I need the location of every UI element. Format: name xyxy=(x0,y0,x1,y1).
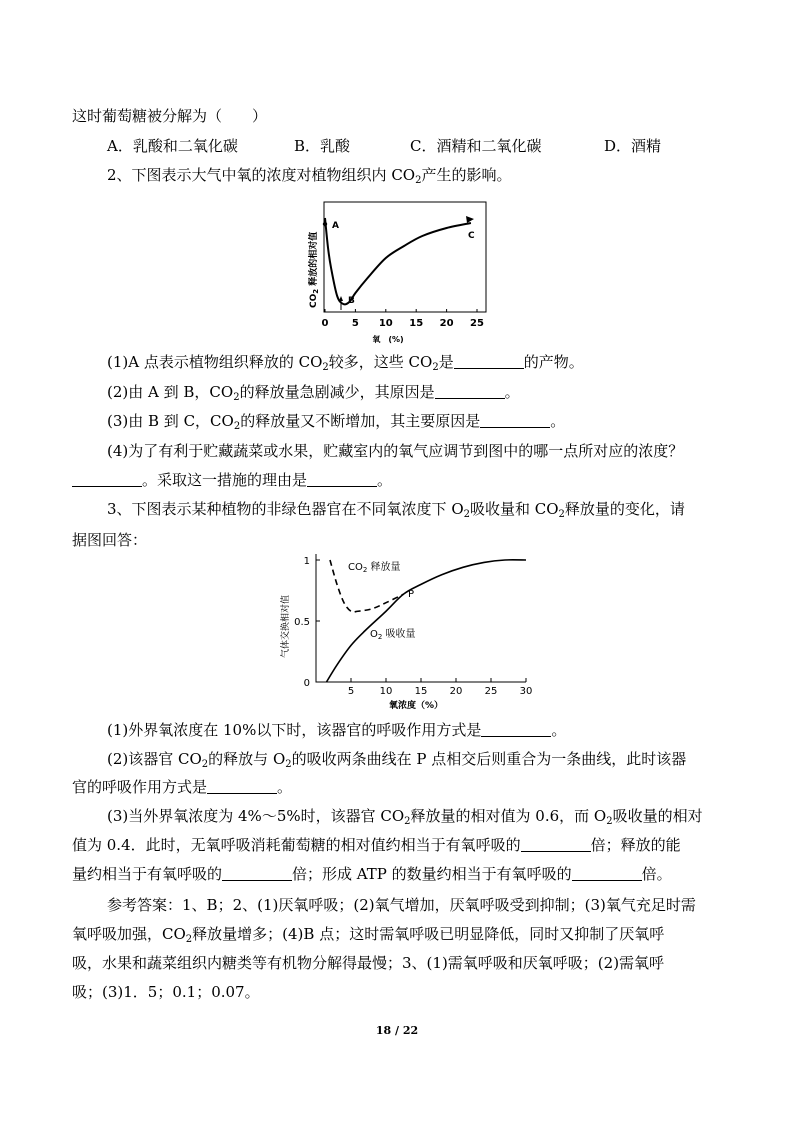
answer-blank[interactable] xyxy=(72,472,142,487)
chart2-y-tick-label: 0 xyxy=(303,678,310,689)
answer-blank[interactable] xyxy=(207,779,277,794)
chart1-arrow-c xyxy=(466,216,474,223)
chart1-x-tick-label: 25 xyxy=(470,318,484,329)
chart1-point-a xyxy=(323,222,327,226)
chart1-label-b: B xyxy=(348,296,355,306)
chart2-co2-label: $CO_2$ 释放量 xyxy=(348,562,401,574)
chart2-ylabel: 气体交换相对值 xyxy=(281,594,291,658)
chart2-x-tick-label: 20 xyxy=(449,686,463,697)
answer-blank[interactable] xyxy=(521,837,591,852)
answer-blank[interactable] xyxy=(435,384,505,399)
q2-sub2: (2)由 A 到 B，$CO_2$的释放量急剧减少，其原因是 。 xyxy=(107,383,520,403)
answer-blank[interactable] xyxy=(572,866,642,881)
chart2-x-tick-label: 5 xyxy=(347,686,355,697)
chart2-xlabel: 氧浓度（%） xyxy=(388,701,444,711)
q1-option-a: A．乳酸和二氧化碳 xyxy=(107,137,238,155)
q2-sub3: (3)由 B 到 C，$CO_2$的释放量又不断增加，其主要原因是 。 xyxy=(107,412,566,432)
chart2-o2-label: $O_2$ 吸收量 xyxy=(370,629,416,641)
chart2-o2-curve xyxy=(327,560,527,682)
chart1-x-tick-label: 20 xyxy=(439,318,454,329)
answers-line4: 吸；(3)1．5；0.1；0.07。 xyxy=(72,983,260,1001)
answer-blank[interactable] xyxy=(222,866,292,881)
chart2-x-tick-label: 15 xyxy=(414,686,428,697)
q3-sub2-line2: 官的呼吸作用方式是 。 xyxy=(72,778,293,796)
answer-blank[interactable] xyxy=(454,354,524,369)
chart1-x-tick-label: 10 xyxy=(378,318,393,329)
q3-sub3-line1: (3)当外界氧浓度为 4%～5%时，该器官 $CO_2$释放量的相对值为 0.6，而 $O_2$吸收量的相对 xyxy=(107,807,703,827)
chart2-x-tick-label: 10 xyxy=(379,686,393,697)
q3-sub1: (1)外界氧浓度在 10%以下时，该器官的呼吸作用方式是 。 xyxy=(107,721,567,739)
q2-sub4-line1: (4)为了有利于贮藏蔬菜或水果，贮藏室内的氧气应调节到图中的哪一点所对应的浓度？ xyxy=(107,442,684,460)
q1-stem-end: 这时葡萄糖被分解为（ ） xyxy=(72,107,268,125)
q3-sub3-line2: 值为 0.4．此时，无氧呼吸消耗葡萄糖的相对值约相当于有氧呼吸的 倍；释放的能 xyxy=(72,836,681,854)
chart1-xlabel: 氧 (%) xyxy=(372,335,404,344)
q3-stem-line1: 3、下图表示某种植物的非绿色器官在不同氧浓度下 $O_2$吸收量和 $CO_2$释放量的变化，请 xyxy=(107,500,685,520)
chart2-y-tick-label: 0.5 xyxy=(294,617,310,628)
answers-line3: 吸，水果和蔬菜组织内糖类等有机物分解得最慢；3、(1)需氧呼吸和厌氧呼吸；(2)需氧呼 xyxy=(72,954,665,972)
q3-stem-line2: 据图回答： xyxy=(72,531,148,549)
chart2-point-p: P xyxy=(408,589,415,600)
answer-blank[interactable] xyxy=(307,472,377,487)
chart1-ylabel: $CO_2$ 释放的相对值 xyxy=(309,231,320,308)
answers-line2: 氧呼吸加强，$CO_2$释放量增多；(4)B 点；这时需氧呼吸已明显降低，同时又抑制了厌氧呼 xyxy=(72,925,665,945)
chart-gas-exchange xyxy=(268,550,533,712)
chart1-x-tick-label: 15 xyxy=(409,318,424,329)
answer-blank[interactable] xyxy=(481,722,551,737)
q1-option-d: D．酒精 xyxy=(604,137,662,155)
q3-sub3-line3: 量约相当于有氧呼吸的 倍；形成 ATP 的数量约相当于有氧呼吸的 倍。 xyxy=(72,865,672,883)
chart2-axes xyxy=(316,554,526,682)
q2-sub4-line2: 。采取这一措施的理由是 。 xyxy=(72,470,392,490)
chart-co2-release xyxy=(296,190,496,348)
chart1-x-tick-label: 0 xyxy=(321,318,329,329)
q1-option-b: B．乳酸 xyxy=(294,137,351,155)
chart2-x-tick-label: 25 xyxy=(484,686,498,697)
chart1-curve xyxy=(325,218,471,304)
answer-blank[interactable] xyxy=(480,413,550,428)
q2-sub1: (1)A 点表示植物组织释放的 $CO_2$较多，这些 $CO_2$是 的产物。 xyxy=(107,353,584,373)
chart1-label-c: C xyxy=(468,231,475,241)
chart1-x-tick-label: 5 xyxy=(351,318,359,329)
chart2-x-tick-label: 30 xyxy=(519,686,533,697)
q1-option-c: C．酒精和二氧化碳 xyxy=(410,137,542,155)
chart2-y-tick-label: 1 xyxy=(303,556,310,567)
chart1-label-a: A xyxy=(332,221,339,231)
page-number: 18 / 22 xyxy=(375,1024,419,1037)
q2-stem: 2、下图表示大气中氧的浓度对植物组织内 $CO_2$产生的影响。 xyxy=(107,166,512,186)
q3-sub2-line1: (2)该器官 $CO_2$的释放与 $O_2$的吸收两条曲线在 P 点相交后则重合为一条曲线，此时该器 xyxy=(107,750,687,770)
answers-line1: 参考答案：1、B；2、(1)厌氧呼吸；(2)氧气增加，厌氧呼吸受到抑制；(3)氧气充足时需 xyxy=(107,896,696,914)
